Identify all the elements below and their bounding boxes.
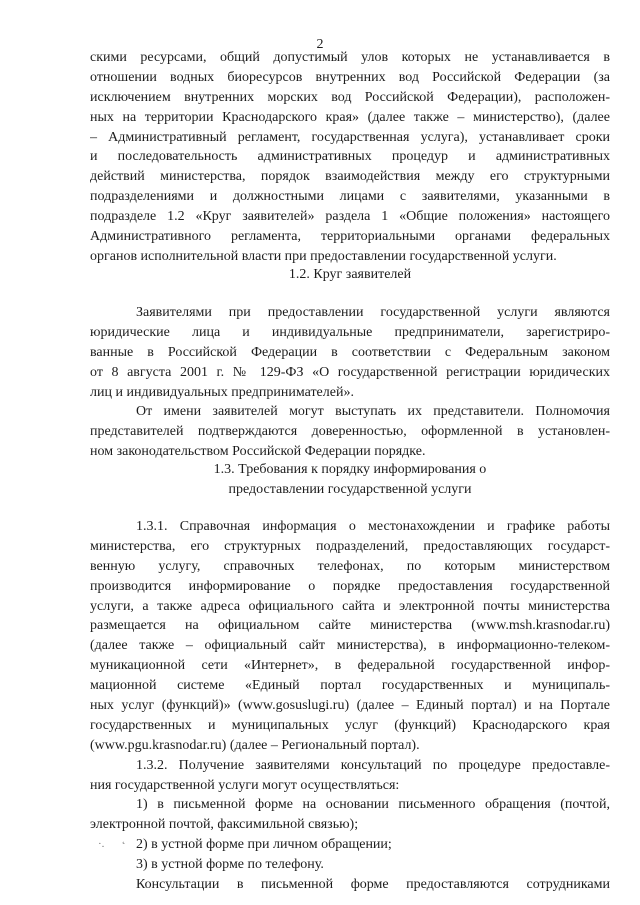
text-line: От имени заявителей могут выступать их представители. Полномочия [136,404,610,420]
text-line: размещается на официальном сайте министерства (www.msh.krasnodar.ru) [90,618,610,634]
text-line: ных услуг (функций)» (www.gosuslugi.ru) (далее – Единый портал) и на Портале [90,698,610,714]
text-line: подразделе 1.2 «Круг заявителей» раздела 1 «Общие положения» настоящего [90,209,610,225]
text-line: подразделениями и должностными лицами с заявителями, указанными в [90,189,610,205]
text-line: производится информирование о порядке предоставления государственной [90,578,610,594]
heading-line: 1.3. Требования к порядку информирования о [213,462,487,477]
text-line: электронной почтой, факсимильной связью); [90,817,359,833]
text-line: отношении водных биоресурсов внутренних вод Российской Федерации (за [90,69,610,85]
section-heading-1-2: 1.2. Круг заявителей [288,267,412,282]
text-line: услуги, а также адреса официального сайта и электронной почты министерства [90,598,610,614]
text-line: ном законодательством Российской Федерации порядке. [90,444,426,460]
text-line: муникационной сети «Интернет», в федеральной государственной инфор- [90,658,610,674]
text-line: министерства, его структурных подразделений, предоставляющих государст- [90,538,610,554]
text-line: представителей подтверждаются доверенностью, оформленной в установлен- [90,424,610,440]
intro-paragraph [90,48,610,267]
text-line: мационной системе «Единый портал государственных и муниципаль- [90,678,610,694]
text-line: исключением внутренних морских вод Российской Федерации), расположен- [90,89,610,105]
text-line: ванные в Российской Федерации в соответствии с Федеральным законом [90,344,610,360]
text-line: (далее также – официальный сайт министерства), в информационно-телеком- [90,638,610,654]
text-line: 3) в устной форме по телефону. [136,857,324,873]
text-line: венную услугу, справочных телефонах, по которым министерством [90,558,610,574]
text-line: органов исполнительной власти при предоставлении государственной услуги. [90,248,557,264]
scan-speck: ˛ [122,833,126,845]
text-line: Административного регламента, территориальными органами федеральных [90,229,610,245]
text-line: Консультации в письменной форме предоставляются сотрудниками [136,877,610,893]
text-line: лиц и индивидуальных предпринимателей». [90,384,354,400]
text-line: 1) в письменной форме на основании письменного обращения (почтой, [136,797,610,813]
text-line: и последовательность административных процедур и административных [90,149,610,165]
heading-line: предоставлении государственной услуги [228,482,472,497]
section-1-2-paragraph [90,303,610,462]
text-line: государственных и муниципальных услуг (функций) Краснодарского края [90,717,610,733]
text-line: 2) в устной форме при личном обращении; [136,837,392,853]
text-line: юридические лица и индивидуальные предприниматели, зарегистриро- [90,324,610,340]
text-line: Заявителями при предоставлении государственной услуги являются [136,305,610,320]
text-line: ния государственной услуги могут осуществляться: [90,777,400,793]
section-1-3-paragraph [90,517,610,895]
text-line: скими ресурсами, общий допустимый улов которых не устанавливается в [90,50,610,65]
text-line: 1.3.1. Справочная информация о местонахождении и графике работы [136,519,610,534]
text-line: 1.3.2. Получение заявителями консультаций по процедуре предоставле- [136,757,610,773]
text-line: (www.pgu.krasnodar.ru) (далее – Региональный портал). [90,737,420,753]
section-heading-1-3 [90,460,610,500]
scan-speck: ·. [98,838,105,850]
page-number: 2 [316,37,324,52]
text-line: – Административный регламент, государственная услуга), устанавливает сроки [90,129,610,145]
text-line: действий министерства, порядок взаимодействия между его структурными [90,169,610,185]
text-line: от 8 августа 2001 г. № 129-ФЗ «О государственной регистрации юридических [90,364,610,380]
text-line: ных на территории Краснодарского края» (далее также – министерство), (далее [90,109,610,125]
